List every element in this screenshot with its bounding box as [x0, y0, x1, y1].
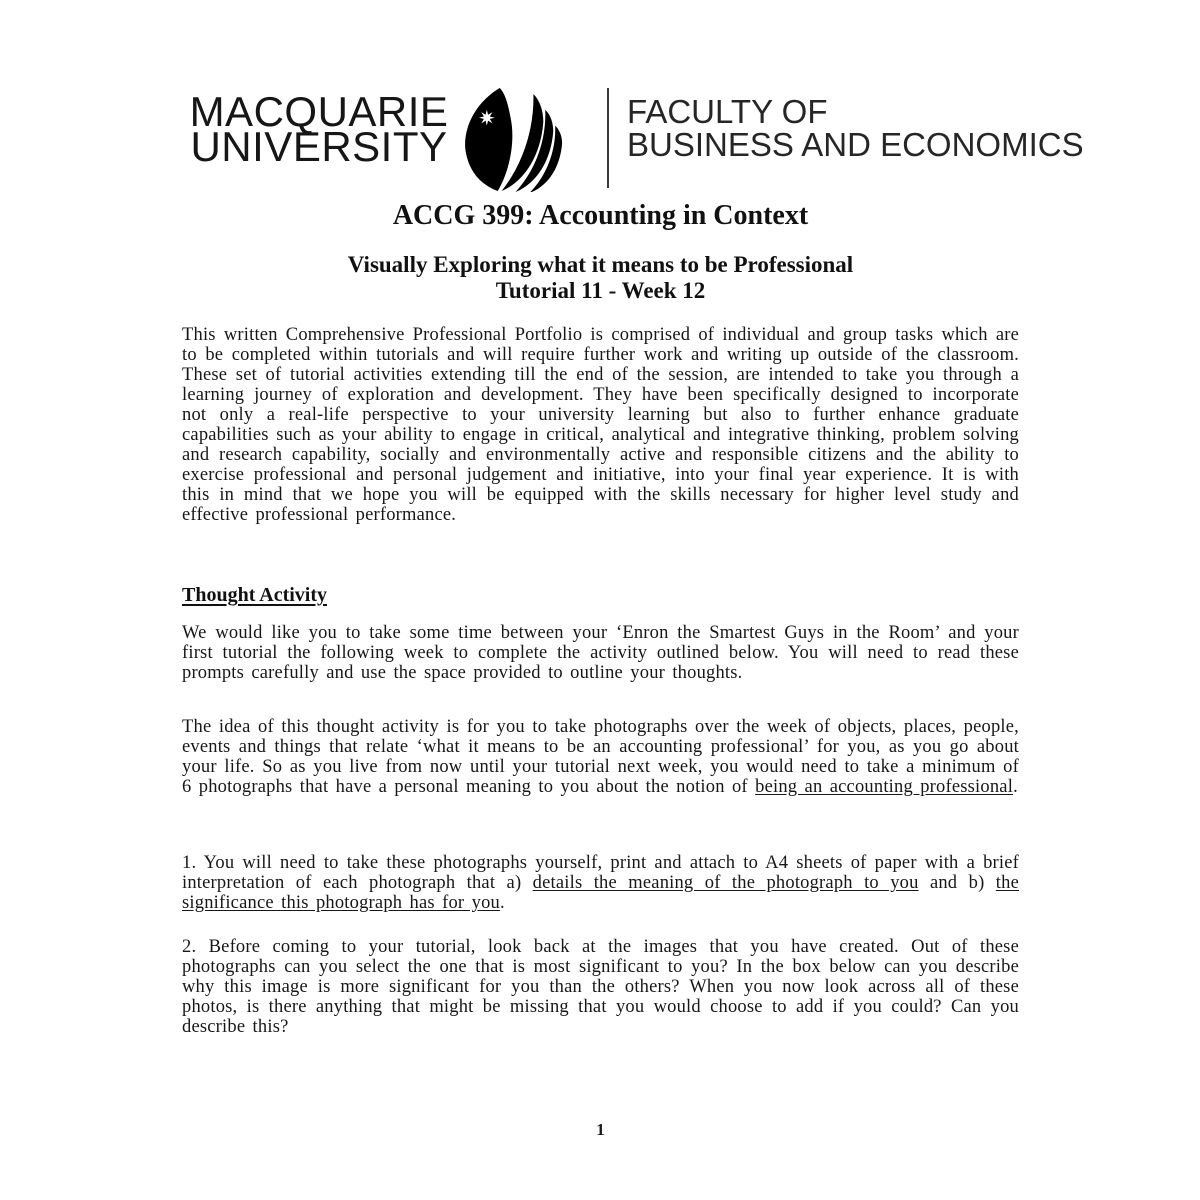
- faculty-name-line2: BUSINESS AND ECONOMICS: [627, 126, 1084, 163]
- university-wordmark: [182, 88, 456, 170]
- macquarie-lotus-icon: [460, 88, 584, 192]
- faculty-name-line1: FACULTY OF: [627, 93, 828, 130]
- course-title: ACCG 399: Accounting in Context: [392, 200, 809, 231]
- logo-divider: [607, 88, 609, 188]
- university-wordmark-line1: MACQUARIE: [189, 88, 449, 135]
- tutorial-subtitle-line1: Visually Exploring what it means to be Professional: [347, 252, 854, 277]
- university-wordmark-line2: UNIVERSITY: [190, 123, 448, 170]
- faculty-name: [627, 95, 1084, 161]
- intro-paragraph: This written Comprehensive Professional Portfolio is comprised of individual and group tasks which are to be completed within tutorials and will require further work and writing up outside of the classroom. These set of tutorial activities extending till the end of the session, are intended to take you through a learning journey of exploration and development. They have been specifically designed to incorporate not only a real-life perspective to your university learning but also to further enhance graduate capabilities such as your ability to engage in critical, analytical and integrative thinking, problem solving and research capability, socially and environmentally active and responsible citizens and the ability to exercise professional and personal judgement and initiative, into your final year experience. It is with this in mind that we hope you will be equipped with the skills necessary for higher level study and effective professional performance.: [182, 325, 1019, 525]
- section-heading-thought-activity: Thought Activity: [182, 584, 328, 606]
- letterhead: [182, 88, 1084, 194]
- page-number: 1: [596, 1120, 605, 1139]
- instruction-item-1: 1. You will need to take these photographs yourself, print and attach to A4 sheets of paper with a brief interpretation of each photograph that a) details the meaning of the photograph to you and b) the significance this photograph has for you.: [182, 853, 1019, 913]
- tutorial-subtitle-line2: Tutorial 11 - Week 12: [495, 278, 706, 303]
- page-content: [182, 0, 1084, 1200]
- paragraph-idea: The idea of this thought activity is for you to take photographs over the week of objects, places, people, events and things that relate ‘what it means to be an accounting professional’ for you, as you go about your life. So as you live from now until your tutorial next week, you would need to take a minimum of 6 photographs that have a personal meaning to you about the notion of being an accounting professional.: [182, 717, 1019, 797]
- tutorial-subtitle: [182, 252, 1019, 304]
- paragraph-prompt: We would like you to take some time between your ‘Enron the Smartest Guys in the Room’ and your first tutorial the following week to complete the activity outlined below. You will need to read these prompts carefully and use the space provided to outline your thoughts.: [182, 623, 1019, 683]
- instruction-item-2: 2. Before coming to your tutorial, look back at the images that you have created. Out of these photographs can you select the one that is most significant to you? In the box below can you describe why this image is more significant for you than the others? When you now look across all of these photos, is there anything that might be missing that you would choose to add if you could? Can you describe this?: [182, 937, 1019, 1037]
